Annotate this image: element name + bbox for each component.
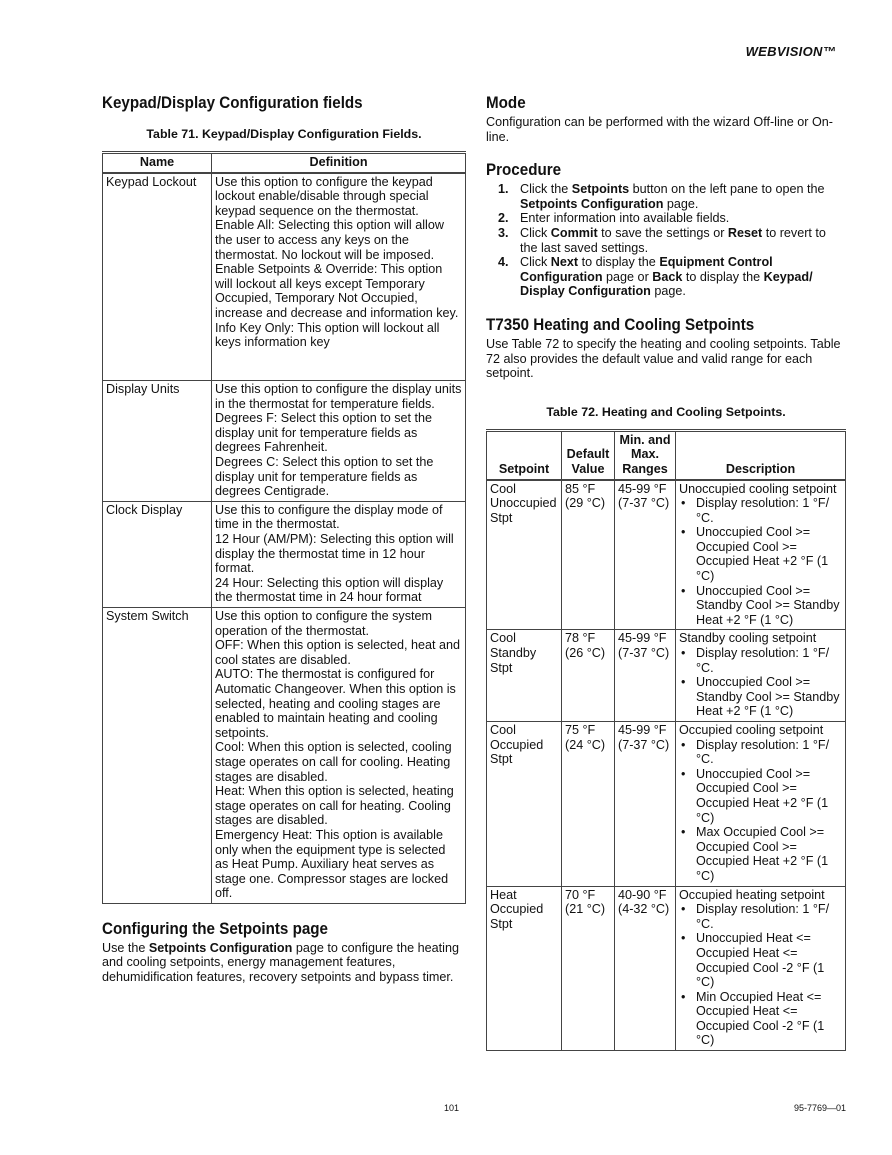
range-cell: 45-99 °F (7-37 °C) [615, 722, 676, 887]
list-item: • Unoccupied Cool >= Occupied Cool >= Occupied Heat +2 °F (1 °C) [679, 767, 842, 825]
default-cell: 85 °F (29 °C) [562, 480, 615, 630]
table-row [103, 381, 466, 502]
right-column [486, 94, 846, 1051]
table-row [487, 886, 846, 1051]
table71-header-definition: Definition [212, 153, 466, 173]
definition-line: 12 Hour (AM/PM): Selecting this option will display the thermostat time in 12 hour format. [215, 532, 454, 576]
section-heading-setpoints-page: Configuring the Setpoints page [102, 919, 329, 938]
range-cell: 45-99 °F (7-37 °C) [615, 630, 676, 722]
definition-line: Enable Setpoints & Override: This option will lockout all keys except Temporary Occupied, Temporary Not Occupied, increase and decrease and information key. [215, 262, 459, 320]
definition-line: Use this option to configure the keypad lockout enable/disable through special keypad sequence on the thermostat. [215, 174, 433, 218]
definition-line: Heat: When this option is selected, heating stage operates on call for heating. Cooling stages are disabled. [215, 784, 454, 828]
table-row [487, 722, 846, 887]
definition-line: Use this option to configure the display units in the thermostat for temperature fields. [215, 382, 462, 411]
table-row [103, 608, 466, 904]
row-definition [212, 381, 466, 502]
row-name: System Switch [103, 608, 212, 904]
list-item: • Unoccupied Cool >= Standby Cool >= Standby Heat +2 °F (1 °C) [679, 675, 842, 719]
list-item: • Unoccupied Heat <= Occupied Heat <= Occupied Cool -2 °F (1 °C) [679, 931, 842, 989]
list-item: 4. Click Next to display the Equipment Control Configuration page or Back to display the Keypad/ Display Configuration page. [498, 255, 813, 299]
description-cell: Occupied heating setpoint • Display resolution: 1 °F/°C. • Unoccupied Heat <= Occupied Heat <= Occupied Cool -2 °F (1 °C) • Min Occupied Heat <= Occupied Heat <= Occupied Cool -2 °F (1 °C) [676, 886, 846, 1051]
table71-caption: Table 71. Keypad/Display Configuration Fields. [146, 127, 422, 141]
default-cell: 78 °F (26 °C) [562, 630, 615, 722]
table72-header-setpoint: Setpoint [487, 430, 562, 479]
definition-line: Enable All: Selecting this option will allow the user to access any keys on the thermostat. No lockout will be imposed. [215, 218, 444, 262]
range-cell: 45-99 °F (7-37 °C) [615, 480, 676, 630]
default-cell: 70 °F (21 °C) [562, 886, 615, 1051]
section-heading-procedure: Procedure [486, 161, 562, 180]
table-row [487, 480, 846, 630]
setpoint-cell: Heat Occupied Stpt [487, 886, 562, 1051]
row-name: Clock Display [103, 501, 212, 607]
definition-line: OFF: When this option is selected, heat and cool states are disabled. [215, 638, 461, 667]
definition-line: Emergency Heat: This option is available only when the equipment type is selected as Heat Pump. Auxiliary heat serves as stage one. Compressor stages are locked off. [215, 827, 449, 901]
row-definition [212, 608, 466, 904]
list-item: • Display resolution: 1 °F/°C. [679, 496, 842, 525]
setpoint-cell: Cool Standby Stpt [487, 630, 562, 722]
list-item: • Display resolution: 1 °F/°C. [679, 738, 842, 767]
range-cell: 40-90 °F (4-32 °C) [615, 886, 676, 1051]
row-definition [212, 173, 466, 381]
procedure-list [486, 182, 846, 299]
description-cell: Standby cooling setpoint • Display resolution: 1 °F/°C. • Unoccupied Cool >= Standby Cool >= Standby Heat +2 °F (1 °C) [676, 630, 846, 722]
list-item: 3. Click Commit to save the settings or Reset to revert to the last saved settings. [498, 225, 826, 255]
definition-line: Degrees F: Select this option to set the display unit for temperature fields as degrees Fahrenheit. [215, 411, 433, 455]
row-name: Display Units [103, 381, 212, 502]
table72-header-range: Min. and Max. Ranges [615, 430, 676, 479]
table72-header-description: Description [676, 430, 846, 479]
list-item: 1. Click the Setpoints button on the left pane to open the Setpoints Configuration page. [498, 182, 825, 211]
table72-caption: Table 72. Heating and Cooling Setpoints. [546, 404, 786, 419]
definition-line: Use this to configure the display mode of time in the thermostat. [215, 502, 443, 532]
list-item: • Unoccupied Cool >= Occupied Cool >= Occupied Heat +2 °F (1 °C) [679, 525, 842, 583]
list-item: • Display resolution: 1 °F/°C. [679, 646, 842, 675]
list-item: • Min Occupied Heat <= Occupied Heat <= Occupied Cool -2 °F (1 °C) [679, 990, 842, 1048]
row-definition [212, 501, 466, 607]
definition-line: Cool: When this option is selected, cooling stage operates on call for cooling. Heating stages are disabled. [215, 740, 452, 784]
definition-line: 24 Hour: Selecting this option will display the thermostat time in 24 hour format [215, 575, 444, 605]
table-row [487, 630, 846, 722]
left-column [102, 94, 466, 985]
default-cell: 75 °F (24 °C) [562, 722, 615, 887]
mode-paragraph: Configuration can be performed with the wizard Off-line or On-line. [486, 115, 833, 144]
definition-line: AUTO: The thermostat is configured for Automatic Changeover. When this option is selected, heating and cooling stages are enabled to maintain heating and cooling setpoints. [215, 667, 456, 740]
table72-header-default: Default Value [562, 430, 615, 479]
setpoint-cell: Cool Occupied Stpt [487, 722, 562, 887]
table-row [103, 501, 466, 607]
table-row [103, 173, 466, 381]
section-heading-keypad: Keypad/Display Configuration fields [102, 94, 363, 112]
definition-line: Use this option to configure the system operation of the thermostat. [215, 609, 433, 638]
description-cell: Occupied cooling setpoint • Display resolution: 1 °F/°C. • Unoccupied Cool >= Occupied Cool >= Occupied Heat +2 °F (1 °C) • Max Occupied Cool >= Occupied Cool >= Occupied Heat +2 °F (1 °C) [676, 722, 846, 887]
setpoints-page-paragraph: Use the Setpoints Configuration page to configure the heating and cooling setpoints, energy management features, dehumidification features, recovery setpoints and bypass timer. [102, 940, 459, 985]
definition-line: Degrees C: Select this option to set the display unit for temperature fields as degrees Centigrade. [215, 455, 434, 499]
table72 [486, 429, 846, 1051]
section-heading-mode: Mode [486, 94, 526, 112]
table71 [102, 151, 466, 904]
section-heading-t7350: T7350 Heating and Cooling Setpoints [486, 315, 755, 334]
page-number: 101 [444, 1103, 460, 1113]
t7350-paragraph: Use Table 72 to specify the heating and cooling setpoints. Table 72 also provides the default value and valid range for each setpoint. [486, 336, 841, 381]
description-cell: Unoccupied cooling setpoint • Display resolution: 1 °F/°C. • Unoccupied Cool >= Occupied Cool >= Occupied Heat +2 °F (1 °C) • Unoccupied Cool >= Standby Cool >= Standby Heat +2 °F (1 °C) [676, 480, 846, 630]
list-item: 2. Enter information into available fields. [498, 211, 730, 226]
definition-line: Info Key Only: This option will lockout all keys information key [215, 320, 440, 350]
list-item: • Unoccupied Cool >= Standby Cool >= Standby Heat +2 °F (1 °C) [679, 584, 842, 628]
table71-header-name: Name [103, 153, 212, 173]
document-code: 95-7769—01 [793, 1103, 846, 1113]
header-brand: WEBVISION™ [745, 44, 836, 59]
row-name: Keypad Lockout [103, 173, 212, 381]
list-item: • Max Occupied Cool >= Occupied Cool >= Occupied Heat +2 °F (1 °C) [679, 825, 842, 883]
list-item: • Display resolution: 1 °F/°C. [679, 902, 842, 931]
setpoint-cell: Cool Unoccupied Stpt [487, 480, 562, 630]
